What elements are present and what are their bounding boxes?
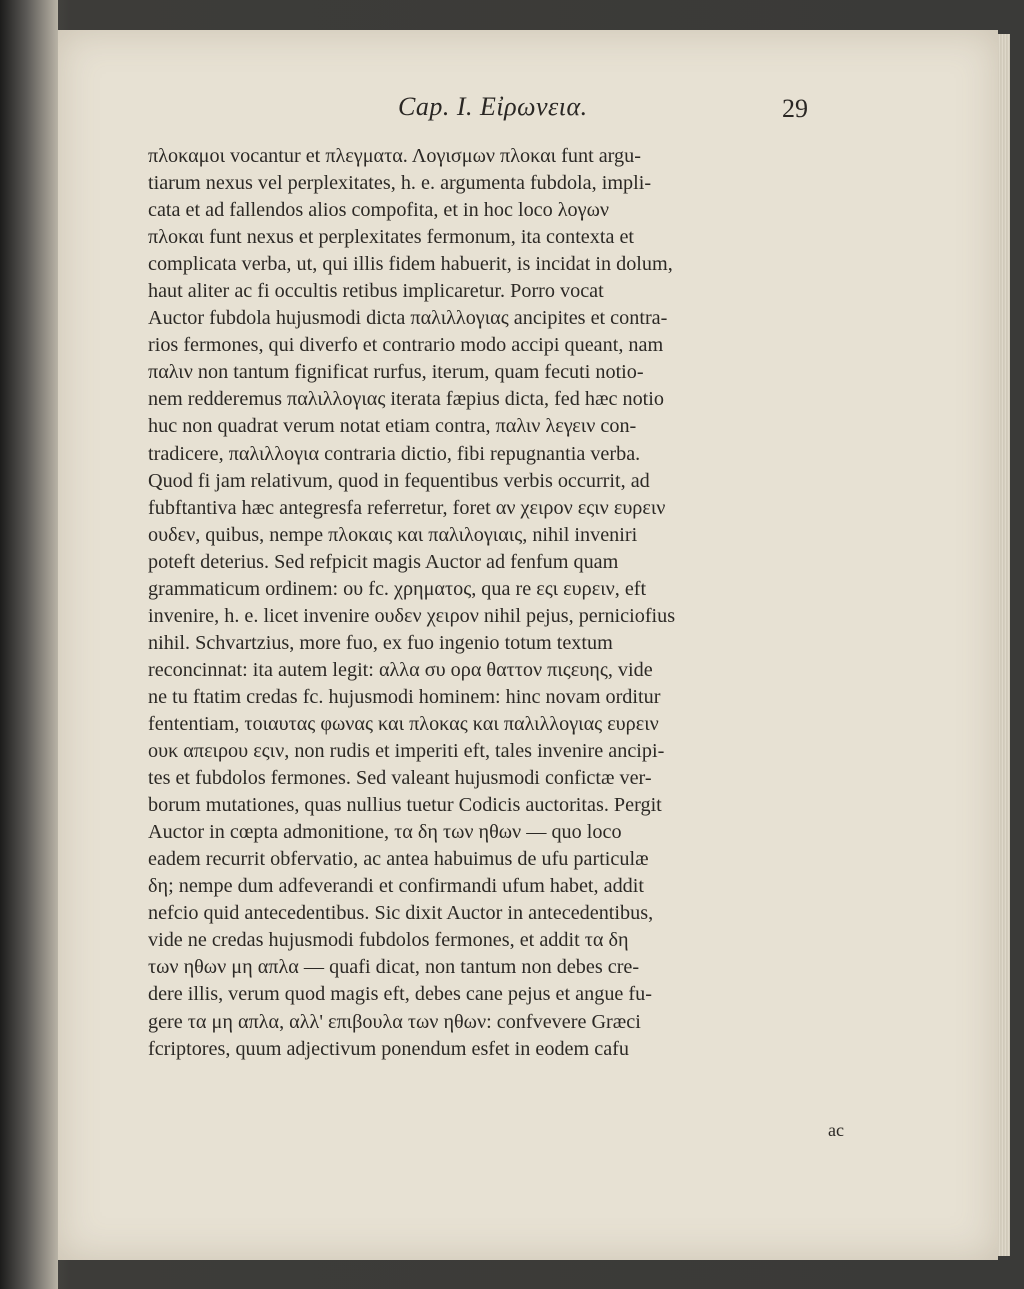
text-line: borum mutationes, quas nullius tuetur Codicis auctoritas. Pergit: [148, 794, 662, 817]
text-line: tradicere, παλιλλογια contraria dictio, fibi repugnantia verba.: [148, 442, 641, 465]
page-number: 29: [782, 94, 808, 123]
body-text: [148, 143, 942, 1063]
text-line: cata et ad fallendos alios compofita, et in hoc loco λογων: [148, 199, 609, 222]
text-line: πλοκαι funt nexus et perplexitates fermonum, ita contexta et: [148, 226, 635, 249]
text-line: haut aliter ac fi occultis retibus implicaretur. Porro vocat: [148, 280, 604, 303]
text-line: poteft deterius. Sed refpicit magis Auctor ad fenfum quam: [148, 550, 619, 573]
text-line: dere illis, verum quod magis eft, debes cane pejus et angue fu-: [148, 983, 652, 1006]
text-line: vide ne credas hujusmodi fubdolos fermones, et addit τα δη: [148, 929, 629, 952]
text-line: tes et fubdolos fermones. Sed valeant hujusmodi confictæ ver-: [148, 767, 652, 790]
text-line: tiarum nexus vel perplexitates, h. e. argumenta fubdola, impli-: [148, 172, 652, 195]
text-line: Quod fi jam relativum, quod in fequentibus verbis occurrit, ad: [148, 469, 650, 492]
running-head: [58, 88, 998, 128]
text-line: eadem recurrit obfervatio, ac antea habuimus de ufu particulæ: [148, 848, 649, 871]
text-line: reconcinnat: ita autem legit: αλλα συ ορα θαττον πιςευης, vide: [148, 658, 653, 681]
text-line: δη; nempe dum adfeverandi et confirmandi ufum habet, addit: [148, 875, 644, 898]
text-line: των ηθων μη απλα — quafi dicat, non tantum non debes cre-: [148, 956, 640, 979]
text-line: gere τα μη απλα, αλλ' επιβουλα των ηθων: confvevere Græci: [148, 1010, 641, 1033]
text-line: fubftantiva hæc antegresfa referretur, foret αν χειρον εςιν ευρειν: [148, 496, 666, 519]
page-stack-edge: [998, 34, 1010, 1256]
text-line: Auctor in cœpta admonitione, τα δη των ηθων — quo loco: [148, 821, 622, 844]
book-gutter: [0, 0, 58, 1289]
text-line: nem redderemus παλιλλογιας iterata fæpius dicta, fed hæc notio: [148, 388, 664, 411]
text-line: invenire, h. e. licet invenire ουδεν χειρον nihil pejus, perniciofius: [148, 604, 676, 627]
text-line: ουδεν, quibus, nempe πλοκαις και παλιλογιαις, nihil inveniri: [148, 523, 638, 546]
text-line: ne tu ftatim credas fc. hujusmodi hominem: hinc novam orditur: [148, 685, 661, 708]
text-line: fententiam, τοιαυτας φωνας και πλοκας και παλιλλογιας ευρειν: [148, 712, 659, 735]
text-line: παλιν non tantum fignificat rurfus, iterum, quam fecuti notio-: [148, 361, 644, 384]
text-line: nihil. Schvartzius, more fuo, ex fuo ingenio totum textum: [148, 631, 613, 654]
text-line: grammaticum ordinem: ου fc. χρηματος, qua re εςι ευρειν, eft: [148, 577, 647, 600]
text-line: complicata verba, ut, qui illis fidem habuerit, is incidat in dolum,: [148, 253, 673, 276]
text-line: ουκ απειρου εςιν, non rudis et imperiti eft, tales invenire ancipi-: [148, 740, 665, 763]
page: [58, 30, 998, 1260]
text-line: Auctor fubdola hujusmodi dicta παλιλλογιας ancipites et contra-: [148, 307, 668, 330]
catchword: ac: [828, 1120, 844, 1140]
text-line: rios fermones, qui diverfo et contrario modo accipi queant, nam: [148, 334, 664, 357]
text-line: nefcio quid antecedentibus. Sic dixit Auctor in antecedentibus,: [148, 902, 654, 925]
text-line: huc non quadrat verum notat etiam contra, παλιν λεγειν con-: [148, 415, 637, 438]
text-line: fcriptores, quum adjectivum ponendum esfet in eodem cafu: [148, 1037, 629, 1060]
text-line: πλοκαμοι vocantur et πλεγματα. Λογισμων πλοκαι funt argu-: [148, 145, 641, 167]
running-head-title: Cap. I. Εἰρωνεια.: [398, 92, 588, 121]
